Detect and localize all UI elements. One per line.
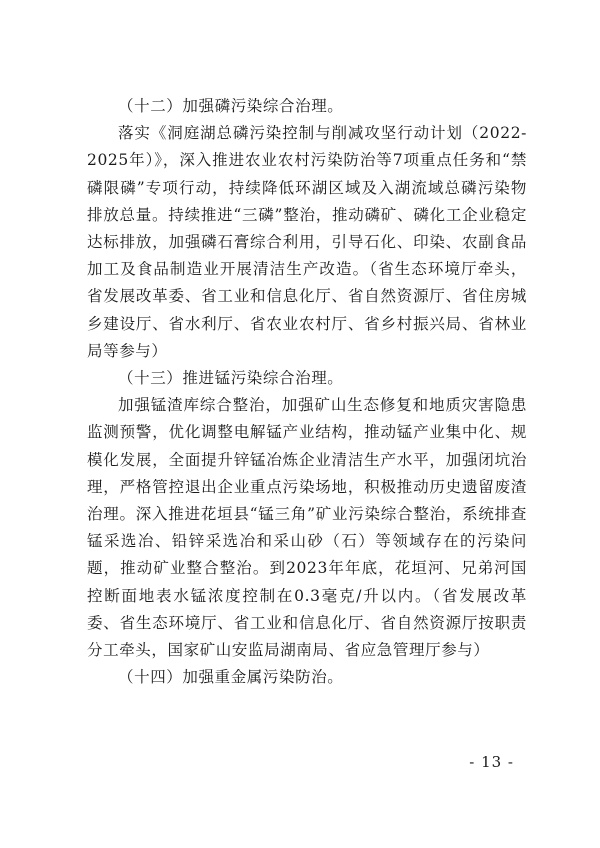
section-13-paragraph: 加强锰渣库综合整治，加强矿山生态修复和地质灾害隐患监测预警，优化调整电解锰产业结构，推动锰产业集中化、规模化发展，全面提升锌锰冶炼企业清洁生产水平，加强闭坑治理，严格管控退出企业重点污染场地，积极推动历史遗留废渣治理。深入推进花垣县“锰三角”矿业污染综合整治，系统排查锰采选冶、铅锌采选冶和采山砂（石）等领域存在的污染问题，推动矿业整合整治。到2023年年底，花垣河、兄弟河国控断面地表水锰浓度控制在0.3毫克/升以内。（省发展改革委、省生态环境厅、省工业和信息化厅、省自然资源厅按职责分工牵头，国家矿山安监局湖南局、省应急管理厅参与）: [87, 396, 527, 660]
page-number: - 13 -: [469, 753, 514, 771]
document-body: [87, 93, 527, 691]
section-13-heading: （十三）推进锰污染综合治理。: [118, 369, 344, 388]
section-12-paragraph: 落实《洞庭湖总磷污染控制与削减攻坚行动计划（2022-2025年）》，深入推进农业农村污染防治等7项重点任务和“禁磷限磷”专项行动，持续降低环湖区域及入湖流域总磷污染物排放总量。持续推进“三磷”整治，推动磷矿、磷化工企业稳定达标排放，加强磷石膏综合利用，引导石化、印染、农副食品加工及食品制造业开展清洁生产改造。（省生态环境厅牵头，省发展改革委、省工业和信息化厅、省自然资源厅、省住房城乡建设厅、省水利厅、省农业农村厅、省乡村振兴局、省林业局等参与）: [87, 124, 527, 360]
section-12-heading: （十二）加强磷污染综合治理。: [118, 97, 344, 115]
section-14-heading: （十四）加强重金属污染防治。: [118, 668, 344, 687]
